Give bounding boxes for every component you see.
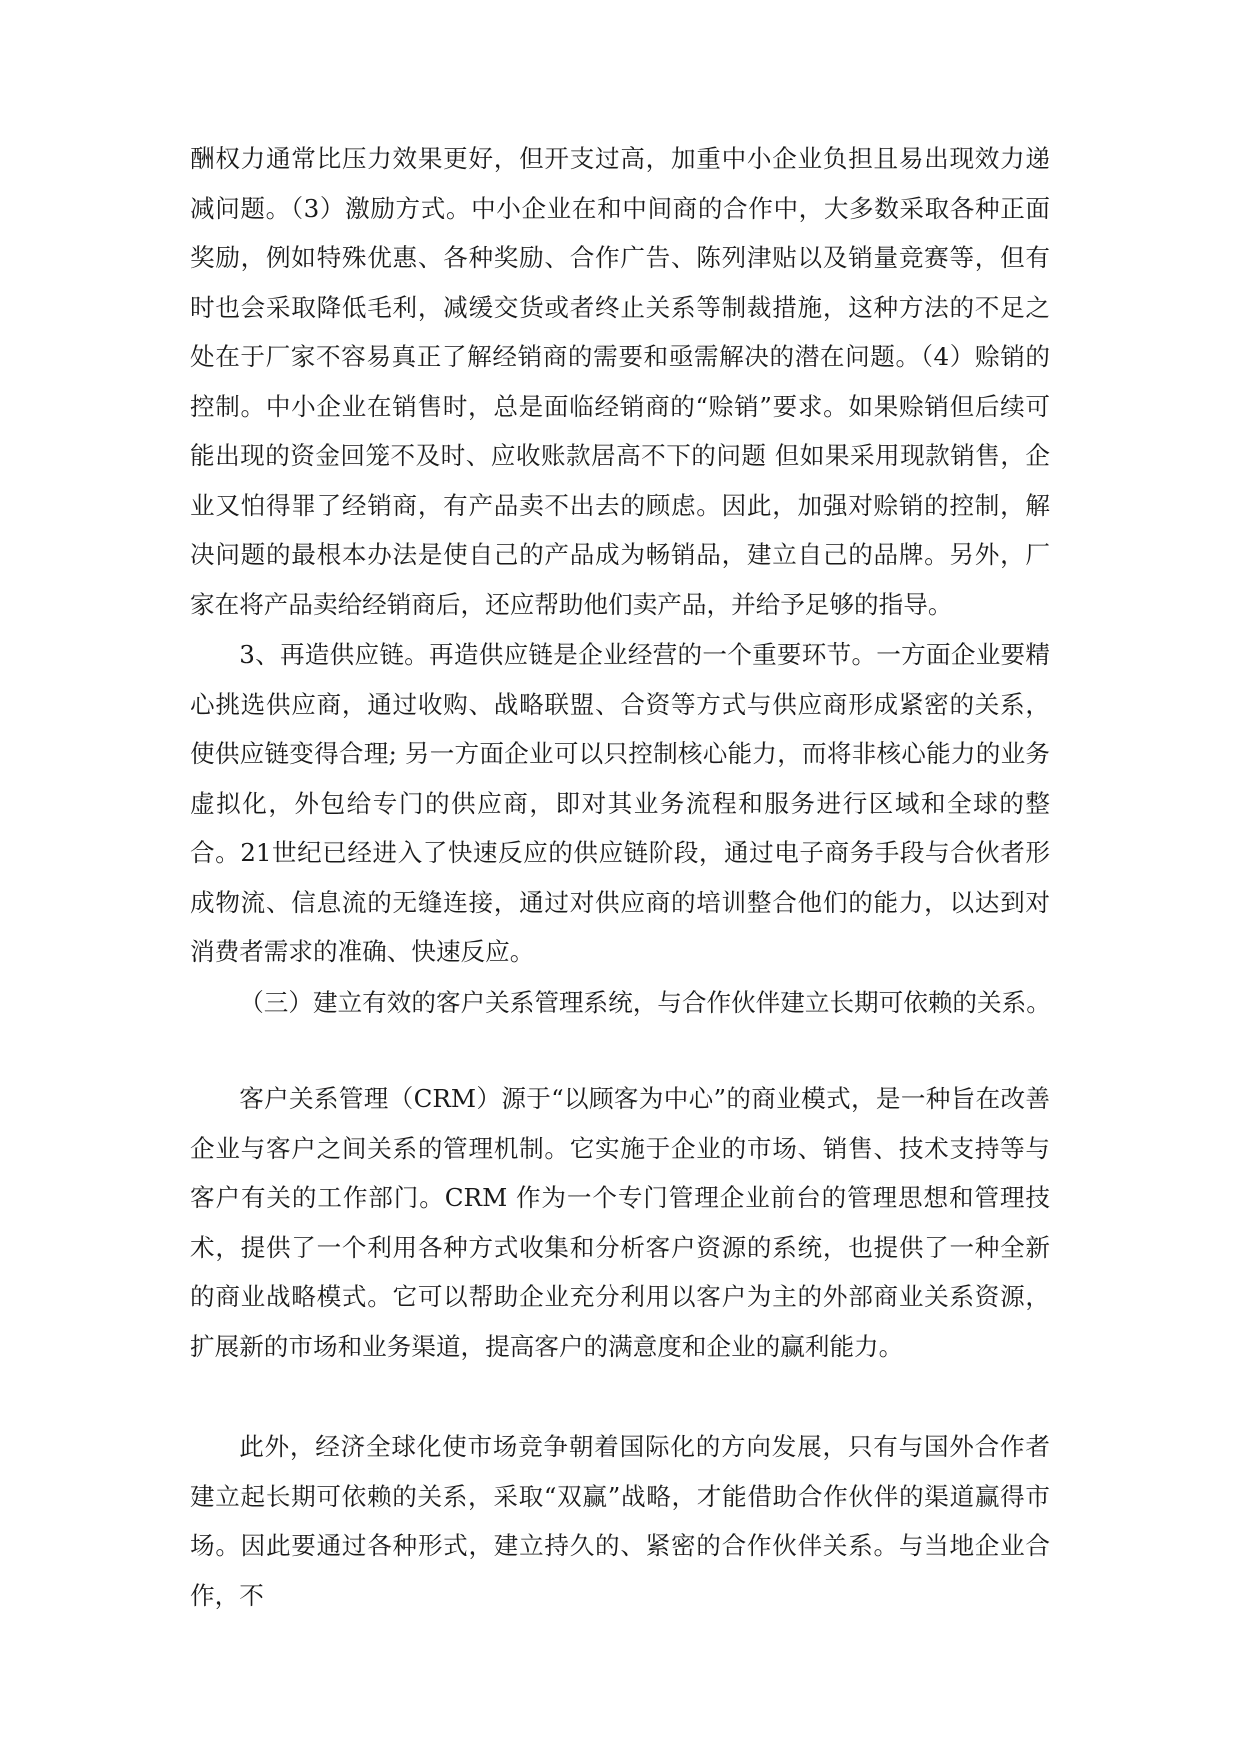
paragraph-globalization-partners: 此外，经济全球化使市场竞争朝着国际化的方向发展，只有与国外合作者建立起长期可依赖的关系，采取“双赢”战略，才能借助合作伙伴的渠道赢得市场。因此要通过各种形式，建立持久的、紧密的合作伙伴关系。与当地企业合作，不 xyxy=(190,1432,1050,1610)
section-heading-crm: （三）建立有效的客户关系管理系统，与合作伙伴建立长期可依赖的关系。 xyxy=(239,988,1051,1017)
paragraph-crm: 客户关系管理（CRM）源于“以顾客为中心”的商业模式，是一种旨在改善企业与客户之间关系的管理机制。它实施于企业的市场、销售、技术支持等与客户有关的工作部门。CRM 作为一个专门管理企业前台的管理思想和管理技术，提供了一个利用各种方式收集和分析客户资源的系统，也提供了一种全新的商业战略模式。它可以帮助企业充分利用以客户为主的外部商业关系资源，扩展新的市场和业务渠道，提高客户的满意度和企业的赢利能力。 xyxy=(190,1084,1050,1361)
paragraph-supply-chain: 3、再造供应链。再造供应链是企业经营的一个重要环节。一方面企业要精心挑选供应商，通过收购、战略联盟、合资等方式与供应商形成紧密的关系，使供应链变得合理; 另一方面企业可以只控制核心能力，而将非核心能力的业务虚拟化，外包给专门的供应商，即对其业务流程和服务进行区域和全球的整合。21世纪已经进入了快速反应的供应链阶段，通过电子商务手段与合伙者形成物流、信息流的无缝连接，通过对供应商的培训整合他们的能力，以达到对消费者需求的准确、快速反应。 xyxy=(190,640,1050,966)
paragraph-incentive-and-credit-control: 酬权力通常比压力效果更好，但开支过高，加重中小企业负担且易出现效力递减问题。（3）激励方式。中小企业在和中间商的合作中，大多数采取各种正面奖励，例如特殊优惠、各种奖励、合作广告、陈列津贴以及销量竞赛等，但有时也会采取降低毛利，减缓交货或者终止关系等制裁措施，这种方法的不足之处在于厂家不容易真正了解经销商的需要和亟需解决的潜在问题。（4）赊销的控制。中小企业在销售时，总是面临经销商的“赊销”要求。如果赊销但后续可能出现的资金回笼不及时、应收账款居高不下的问题 但如果采用现款销售，企业又怕得罪了经销商，有产品卖不出去的顾虑。因此，加强对赊销的控制，解决问题的最根本办法是使自己的产品成为畅销品，建立自己的品牌。另外，厂家在将产品卖给经销商后，还应帮助他们卖产品，并给予足够的指导。 xyxy=(190,144,1050,619)
